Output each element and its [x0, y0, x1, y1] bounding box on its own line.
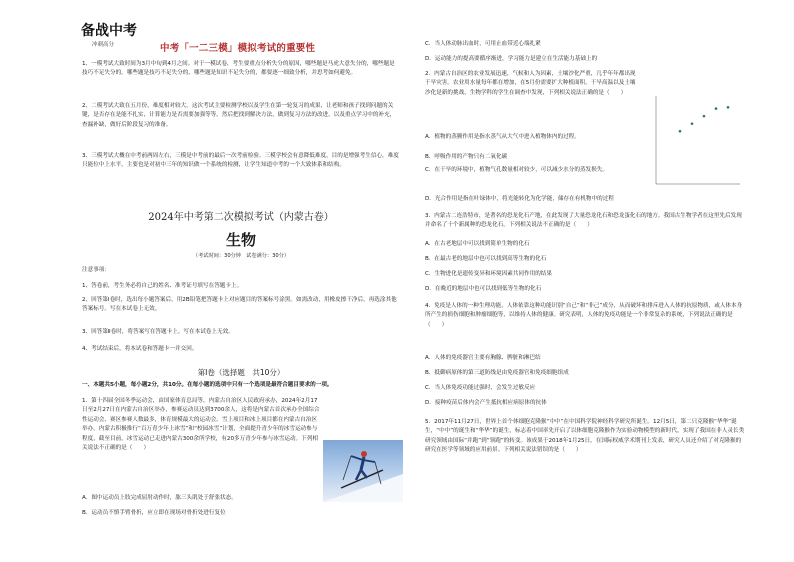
question-3-option-b: B．在最古老的地层中也可以找到高等生物的化石 — [425, 256, 547, 262]
scatter-point — [703, 115, 706, 118]
question-1-option-b: B．运动员不慎手臂骨折，应立即在现场对骨折处进行复位 — [82, 510, 226, 516]
question-3-option-d: D．在晚近的地层中也可以找到低等生物的化石 — [425, 286, 542, 292]
question-4-option-c: C．当人体免疫功能过强时，会发生过敏反应 — [425, 385, 536, 391]
question-4-stem: 4．免疫是人体的一种生理功能，人体依靠这种功能识别“自己”和“非己”成分，从而破坏和排斥进入人体的抗原物质，或人体本身所产生的损伤细胞和肿瘤细胞等，以维持人体的健康。研究表明，人体的免疫功能是一个非常复杂的系统，下列说法正确的是（ ） — [425, 303, 743, 328]
question-1-option-c: C．当人体动脉出血时，可用止血带近心端扎紧 — [425, 41, 541, 47]
question-2-option-d: D．光合作用是指在叶绿体中，将光能转化为化学能，储存在有机物中的过程 — [425, 196, 614, 202]
brand-logo-mark — [80, 18, 138, 50]
scatter-point — [691, 122, 694, 125]
question-2-chart — [644, 88, 744, 194]
subject-title: 生物 — [225, 231, 256, 249]
question-2-option-b: B．呼吸作用的产物只有二氧化碳 — [425, 154, 508, 160]
question-2-option-c: C．在干旱的环境中，植物气孔数量相对较少，可以减少水分的蒸发损失。 — [425, 167, 608, 173]
logo-text: 备战中考 — [81, 23, 137, 39]
note-item: 1、答卷前，考生务必将自己的姓名、准考证号填写在答题卡上。 — [82, 283, 243, 289]
question-2-option-a: A．植物的蒸腾作用是指水蒸气从大气中进入植物体内的过程。 — [425, 134, 580, 140]
section-1-description: 一、本题共5小题，每小题2分，共10分。在每小题的选项中只有一个选项是最符合题目要求的一项。 — [82, 382, 333, 388]
intro-paragraph-3: 3、三模考试大概在中考前两周左右，三模是中考前的最后一次考前检验。三模学校会有意降低难度，目的是增强考生信心，难度只能位中上水平，主要也是对初中三年的知识做一个系统的检测，让学生知道中考的一个大致体系和结构。 — [82, 153, 399, 169]
question-1-stem: 1．第十四届全国冬季运动会，由国家体育总局等，内蒙古自治区人民政府承办，2024年2月17日至2月27日在内蒙古自治区举办，参赛运动员达到3700余人，这将是内蒙古首次承办全国综合性运动会，赛区参赛人数最多，体育规模最大的运动会。雪上项目和冰上项目都在内蒙古自治区举办。内蒙古积极推行“百万青少年上冰雪”和“校园冰雪”计划，全面提升青少年的冰雪运动参与程度，截至目前，冰雪运动已走进内蒙古300余所学校，有20多万青少年参与冰雪运动。下列相关说法不正确的是（ ） — [82, 398, 320, 452]
question-3-option-a: A．在古老地层中可以找到简单生物的化石 — [425, 241, 530, 247]
note-item: 2、回答第Ⅰ卷时，选出每小题答案后，用2B铅笔把答题卡上对应题目的答案标号涂黑。如需改动，用橡皮擦干净后，再选涂其他答案标号。写在本试卷上无效。 — [82, 297, 397, 313]
logo-subtext: 冲刺高分 — [92, 42, 115, 48]
promo-title: 中考「一二三模」模拟考试的重要性 — [160, 43, 316, 54]
intro-paragraph-2: 2、二模考试大致在五月份，难度相对较大。这次考试主要检测学校以及学生在第一轮复习的成果，让老师和孩子找到问题的关键，是否存在是能不扎实，计算能力是否需要加强等等。然后把找到解决方法，做到复习方法的改进，以及重点学习中的补充，查漏补缺，做好后阶段复习的准备。 — [82, 103, 396, 128]
question-4-option-a: A．人体的免疫器官主要有胸腺、脾脏和淋巴结 — [425, 355, 541, 361]
skier-illustration — [323, 440, 403, 502]
question-4-option-b: B．抵御病原体的第三道防线是由免疫器官和免疫细胞组成 — [425, 370, 569, 376]
scatter-chart — [644, 88, 744, 194]
question-4-option-d: D．接种疫苗后体内会产生抵抗相应病原体的抗体 — [425, 400, 547, 406]
intro-paragraph-1: 1、一模考试大致时间为3月中旬到4月之间。对于一模试卷，考生要重点分析失分的原因，哪些题是马虎大意失分的，哪些题是技巧不足失分的，哪些题是技巧不足失分的，哪些题是知识不足失分的，都要逐一细致分析，并思考如何避免。 — [82, 61, 395, 77]
section-1-heading: 第Ⅰ卷（选择题 共10分） — [197, 368, 285, 377]
note-item: 3、回答第Ⅱ卷时，将答案写在答题卡上。写在本试卷上无效。 — [82, 329, 234, 335]
question-1-option-a: A．图中运动员上肢完成屈肘动作时，肱三头肌处于舒张状态。 — [82, 495, 237, 501]
question-3-stem: 3．内蒙古二连浩特市，是著名的恐龙化石产地，在此发现了大量恐龙化石和恐龙蛋化石的地方。我国古生物学者在这里先后发现并命名了十个新属种的恐龙化石。下列相关说法不正确的是（ ） — [425, 213, 742, 229]
scatter-point — [727, 106, 730, 109]
question-2-stem: 2．内蒙古自治区的农业发展迅速，气候和人为因素，土壤沙化严重，几乎年年都出现干旱灾害。农业用水量每年都在增加，在5月份需要扩大种植面积，干旱高温以及土壤沙化是新的挑战，生物学科的学生在调查中发现，下列相关说法正确的是（ ） — [425, 71, 636, 96]
skier-photo — [323, 440, 403, 502]
exam-title: 2024年中考第二次模拟考试（内蒙古卷） — [148, 212, 334, 223]
exam-time-info: （考试时间：30分钟 试卷满分：30分） — [192, 253, 290, 259]
notes-title: 注意事项： — [82, 267, 110, 273]
question-5-stem: 5．2017年11月27日，世界上首个体细胞克隆猴“中中”在中国科学院神经科学研究所诞生。12月5日，第二只克隆猴“华华”诞生，“中中”的诞生和“华华”的诞生，标志着中国率先开启了以体细胞克隆猴作为实验动物模型的新时代，实现了我国在非人灵长类研究领域由国际“并跑”到“领跑”的转变。该成果于2018年1月25日，在国际权威学术期刊上发表，研究人员还介绍了对克隆猴的研究在医学等领域的应用前景。下列相关说法错误的是（ ） — [425, 419, 745, 454]
question-1-option-d: D．运动能力的提高要循序渐进，学习能力是建立在生活能力基础上的 — [425, 56, 598, 62]
note-item: 4、考试结束后，将本试卷和答题卡一并交回。 — [82, 346, 198, 352]
question-3-option-c: C．生物进化是遗传变异和环境因素共同作用的结果 — [425, 271, 552, 277]
scatter-point — [715, 107, 718, 110]
scatter-point — [679, 130, 682, 133]
brand-logo — [80, 18, 138, 50]
